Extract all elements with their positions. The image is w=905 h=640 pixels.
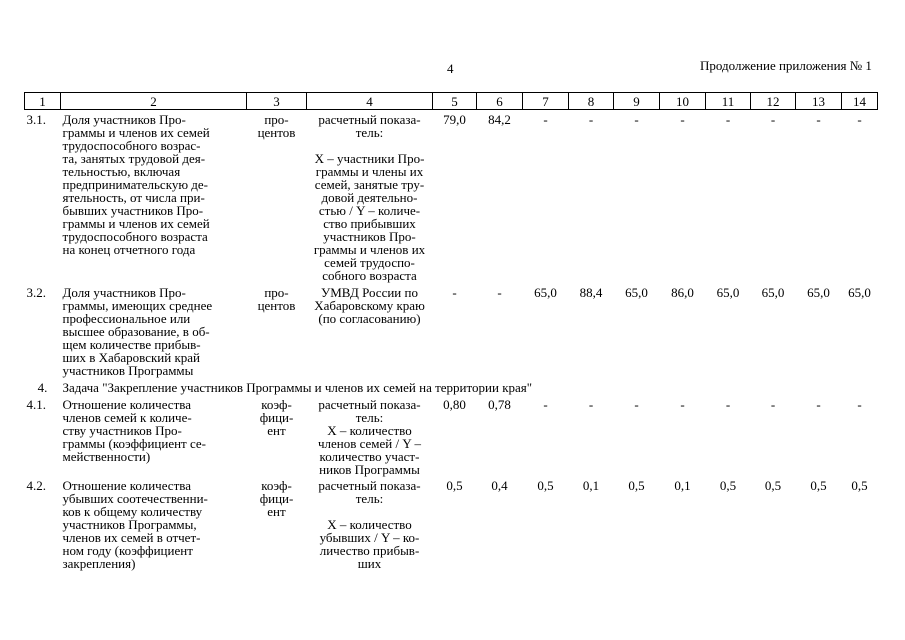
value-cell: 84,2 — [488, 112, 511, 127]
text-line: УМВД России по — [321, 285, 418, 300]
text-line: коэф- — [261, 397, 292, 412]
indicator-name — [61, 110, 247, 284]
text-line: расчетный показа- — [318, 478, 421, 493]
value-cell: - — [634, 397, 639, 412]
text-line: семей, занятые тру- — [314, 177, 425, 192]
value-cell: 65,0 — [761, 285, 785, 300]
text-line: убывших / Y – ко- — [319, 530, 420, 545]
text-line: трудоспособного возрас- — [62, 138, 201, 153]
col-header: 7 — [523, 93, 569, 110]
value-cell: - — [857, 112, 862, 127]
task-title: Задача "Закрепление участников Программы и членов их семей на территории края" — [62, 380, 533, 395]
col-header: 10 — [660, 93, 706, 110]
value-cell: 0,78 — [488, 397, 511, 412]
table-row — [25, 395, 878, 476]
value-cell: 0,1 — [582, 478, 600, 493]
unit-of-measure — [247, 110, 307, 284]
value-cell: 0,5 — [810, 478, 827, 493]
text-line: ков к общему количеству — [62, 504, 203, 519]
data-source — [307, 476, 433, 570]
text-line: Хабаровскому краю — [314, 298, 425, 313]
col-header: 11 — [706, 93, 751, 110]
indicator-name — [61, 283, 247, 378]
text-line: граммы, имеющих среднее — [62, 298, 213, 313]
row-number: 4.2. — [26, 478, 46, 493]
text-line: количество участ- — [319, 449, 420, 464]
col-header: 3 — [247, 93, 307, 110]
value-cell: 0,4 — [491, 478, 508, 493]
text-line: центов — [257, 298, 296, 313]
text-line: про- — [264, 112, 289, 127]
value-cell: 0,5 — [446, 478, 463, 493]
col-header: 9 — [614, 93, 660, 110]
indicator-name — [61, 476, 247, 570]
text-line: собного возраста — [322, 268, 417, 283]
unit-of-measure — [247, 395, 307, 476]
text-line: щем количестве прибыв- — [62, 337, 201, 352]
text-line: ших в Хабаровский край — [62, 350, 201, 365]
value-cell: - — [770, 112, 776, 127]
text-line: расчетный показа- — [318, 112, 421, 127]
value-cell: - — [680, 112, 685, 127]
value-cell: 65,0 — [716, 285, 740, 300]
value-cell: - — [543, 397, 548, 412]
text-line: убывших соотечественни- — [62, 491, 208, 506]
text-line: участников Программы — [62, 363, 194, 378]
continuation-note: Продолжение приложения № 1 — [700, 58, 872, 73]
text-line: членов их семей в отчет- — [62, 530, 201, 545]
text-line: предпринимательскую де- — [62, 177, 209, 192]
value-cell: 0,5 — [851, 478, 868, 493]
text-line: тель: — [355, 491, 384, 506]
col-header: 2 — [61, 93, 247, 110]
text-line: про- — [264, 285, 289, 300]
value-cell: - — [770, 397, 776, 412]
table-row — [25, 283, 878, 378]
value-cell: - — [725, 112, 731, 127]
text-line: высшее образование, в об- — [62, 324, 210, 339]
row-number: 4.1. — [26, 397, 46, 412]
text-line: ент — [267, 504, 286, 519]
value-cell: - — [497, 285, 502, 300]
text-line: граммы (коэффициент се- — [62, 436, 207, 451]
task-number: 4. — [37, 380, 48, 395]
value-cell: - — [725, 397, 731, 412]
value-cell: 65,0 — [807, 285, 830, 300]
text-line: тельностью, включая — [62, 164, 181, 179]
unit-of-measure — [247, 476, 307, 570]
row-number: 3.2. — [26, 285, 46, 300]
text-line: граммы и членов их семей — [62, 125, 210, 140]
value-cell: 0,5 — [719, 478, 737, 493]
data-source — [307, 283, 433, 378]
text-line: довой деятельно- — [321, 190, 418, 205]
text-line: граммы и членов их — [313, 242, 426, 257]
text-line: фици- — [259, 410, 294, 425]
text-line: ство прибывших — [323, 216, 416, 231]
value-cell: 88,4 — [579, 285, 603, 300]
indicator-name — [61, 395, 247, 476]
text-line: членов семей к количе- — [62, 410, 192, 425]
col-header: 6 — [477, 93, 523, 110]
value-cell: 65,0 — [848, 285, 871, 300]
task-row — [25, 378, 878, 395]
table-row — [25, 110, 878, 284]
value-cell: 79,0 — [443, 112, 466, 127]
value-cell: - — [680, 397, 685, 412]
text-line: граммы и членов их семей — [62, 216, 210, 231]
value-cell: 86,0 — [671, 285, 694, 300]
table-row — [25, 476, 878, 570]
text-line: фици- — [259, 491, 294, 506]
value-cell: - — [634, 112, 639, 127]
text-line: профессиональное или — [62, 311, 191, 326]
col-header: 4 — [307, 93, 433, 110]
value-cell: 65,0 — [534, 285, 557, 300]
value-cell: - — [543, 112, 548, 127]
value-cell: 65,0 — [625, 285, 648, 300]
value-cell: 0,1 — [674, 478, 691, 493]
col-header: 12 — [751, 93, 796, 110]
value-cell: - — [857, 397, 862, 412]
text-line: личество прибыв- — [319, 543, 420, 558]
text-line: ном году (коэффициент — [62, 543, 193, 558]
col-header: 14 — [842, 93, 878, 110]
text-line: ятельность, от числа при- — [62, 190, 205, 205]
col-header: 13 — [796, 93, 842, 110]
value-cell: - — [588, 397, 594, 412]
column-number-row — [25, 93, 878, 110]
text-line: участников Про- — [323, 229, 416, 244]
text-line: ников Программы — [319, 462, 420, 477]
value-cell: - — [816, 397, 821, 412]
col-header: 5 — [433, 93, 477, 110]
text-line: ент — [267, 423, 286, 438]
text-line: (по согласованию) — [318, 311, 421, 326]
col-header: 1 — [25, 93, 61, 110]
col-header: 8 — [569, 93, 614, 110]
indicators-table — [24, 92, 878, 570]
data-source — [307, 110, 433, 284]
value-cell: 0,80 — [443, 397, 466, 412]
text-line: тель: — [355, 410, 384, 425]
text-line: X – количество — [327, 517, 412, 532]
text-line: стью / Y – количе- — [318, 203, 421, 218]
text-line: семей трудоспо- — [324, 255, 415, 270]
text-line: Доля участников Про- — [62, 112, 186, 127]
text-line: X – участники Про- — [314, 151, 425, 166]
text-line: бывших участников Про- — [62, 203, 204, 218]
value-cell: - — [816, 112, 821, 127]
text-line: Доля участников Про- — [62, 285, 186, 300]
text-line: закрепления) — [62, 556, 136, 571]
text-line: X – количество — [327, 423, 412, 438]
row-number: 3.1. — [26, 112, 46, 127]
text-line: расчетный показа- — [318, 397, 421, 412]
text-line: центов — [257, 125, 296, 140]
text-line: коэф- — [261, 478, 292, 493]
data-source — [307, 395, 433, 476]
unit-of-measure — [247, 283, 307, 378]
text-line: ших — [357, 556, 382, 571]
text-line: тель: — [355, 125, 384, 140]
text-line: та, занятых трудовой дея- — [62, 151, 206, 166]
value-cell: 0,5 — [628, 478, 645, 493]
text-line: Отношение количества — [62, 397, 191, 412]
text-line: на конец отчетного года — [62, 242, 196, 257]
value-cell: - — [588, 112, 594, 127]
text-line: ству участников Про- — [62, 423, 182, 438]
text-line: трудоспособного возраста — [62, 229, 208, 244]
text-line: мейственности) — [62, 449, 151, 464]
text-line: участников Программы, — [62, 517, 197, 532]
text-line: Отношение количества — [62, 478, 191, 493]
text-line: граммы и члены их — [315, 164, 424, 179]
page-number: 4 — [447, 61, 454, 76]
value-cell: 0,5 — [537, 478, 554, 493]
value-cell: - — [452, 285, 457, 300]
text-line: членов семей / Y – — [317, 436, 422, 451]
value-cell: 0,5 — [764, 478, 782, 493]
